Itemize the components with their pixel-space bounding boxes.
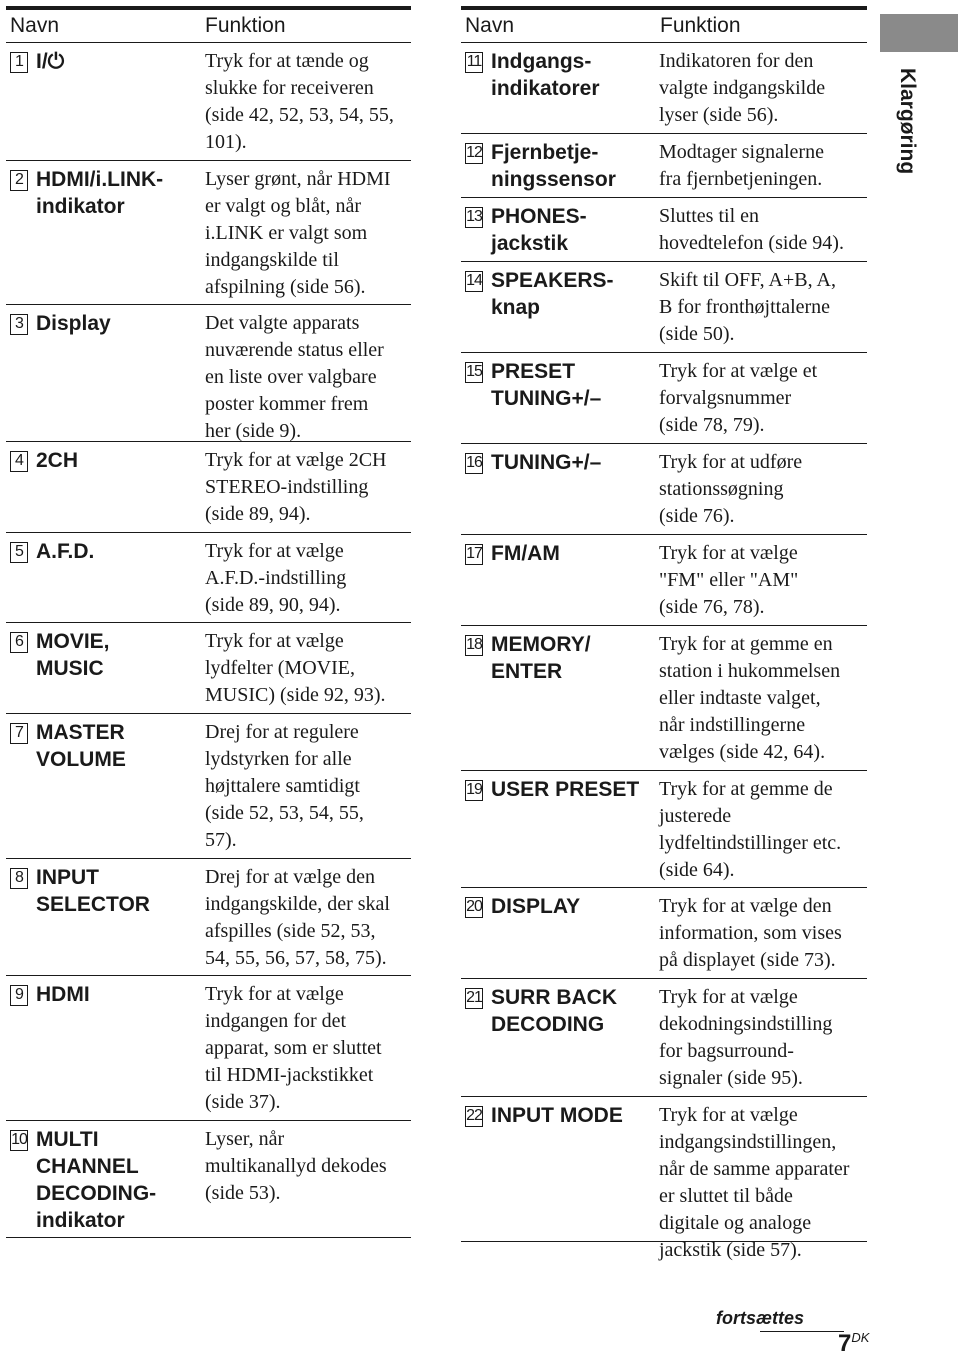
function-description: Tryk for at vælge A.F.D.-indstilling (side 89, 90, 94). — [205, 540, 347, 616]
control-name-text: TUNING+/– — [491, 451, 602, 474]
table-row — [461, 353, 867, 444]
table-row — [461, 979, 867, 1097]
function-description: Tryk for at tænde og slukke for receiveren (side 42, 52, 53, 54, 55, 101). — [205, 50, 394, 153]
control-name — [461, 449, 659, 528]
function-description: Tryk for at vælge indgangen for det apparat, som er sluttet til HDMI-jackstikket (side 37). — [205, 983, 382, 1113]
function-description: Det valgte apparats nuværende status eller en liste over valgbare poster kommer frem her (side 9). — [205, 312, 384, 442]
control-name — [461, 48, 659, 127]
table-row — [461, 535, 867, 626]
function-description: Tryk for at gemme en station i hukommelsen eller indtaste valget, når indstillingerne vælges (side 42, 64). — [659, 633, 841, 763]
control-name-text: DISPLAY — [491, 895, 581, 918]
item-number-badge: 3 — [10, 314, 28, 335]
item-number-badge: 8 — [10, 868, 28, 889]
left-table-body — [6, 43, 411, 1238]
item-number-badge: 21 — [465, 988, 483, 1009]
table-row — [461, 771, 867, 888]
table-row — [6, 714, 411, 859]
table-row — [461, 134, 867, 198]
control-name — [6, 447, 205, 526]
function-description: Tryk for at vælge den information, som vises på displayet (side 73). — [659, 895, 842, 971]
control-name-text: FM/AM — [491, 542, 560, 565]
control-name-text: PHONES- jackstik — [491, 205, 587, 255]
control-name — [461, 984, 659, 1090]
continues-label: fortsættes — [716, 1308, 805, 1328]
table-row — [6, 976, 411, 1121]
table-row — [461, 444, 867, 535]
control-name — [6, 981, 205, 1114]
control-name — [461, 267, 659, 346]
function-description: Lyser grønt, når HDMI er valgt og blåt, når i.LINK er valgt som indgangskilde til afspilning (side 56). — [205, 168, 391, 298]
function-description: Tryk for at vælge lydfelter (MOVIE, MUSIC) (side 92, 93). — [205, 630, 386, 706]
right-table — [461, 6, 867, 1261]
control-name-text: SURR BACK DECODING — [491, 986, 617, 1036]
control-name — [461, 893, 659, 972]
table-row — [461, 626, 867, 771]
control-name-text: Indgangs- indikatorer — [491, 50, 600, 100]
page-number-value: 7 — [838, 1330, 852, 1357]
table-row — [461, 888, 867, 979]
function-description: Tryk for at vælge 2CH STEREO-indstilling (side 89, 94). — [205, 449, 387, 525]
function-description: Tryk for at udføre stationssøgning (side 76). — [659, 451, 803, 527]
function-description: Tryk for at vælge indgangsindstillingen, når de samme apparater er sluttet til både digitale og analoge jackstik (side 57). — [659, 1104, 850, 1261]
function-description: Tryk for at vælge "FM" eller "AM" (side 76, 78). — [659, 542, 799, 618]
table-row — [6, 623, 411, 714]
control-name — [6, 538, 205, 616]
item-number-badge: 22 — [465, 1106, 483, 1127]
table-row — [461, 43, 867, 134]
page-number — [838, 1330, 869, 1358]
control-name-text: PRESET TUNING+/– — [491, 360, 602, 410]
section-tab — [880, 14, 958, 198]
function-description: Tryk for at vælge et forvalgsnummer (side 78, 79). — [659, 360, 818, 436]
table-row — [6, 305, 411, 442]
control-name — [6, 48, 205, 154]
control-name-text: Fjernbetje- ningssensor — [491, 141, 616, 191]
control-name-text: INPUT MODE — [491, 1104, 623, 1127]
control-name — [6, 1126, 205, 1231]
control-name-text: I/⏻ — [36, 50, 65, 73]
control-name — [461, 358, 659, 437]
header-name: Navn — [465, 14, 515, 37]
item-number-badge: 15 — [465, 362, 483, 383]
item-number-badge: 10 — [10, 1130, 28, 1151]
control-name — [461, 776, 659, 881]
item-number-badge: 13 — [465, 207, 483, 228]
table-row — [6, 442, 411, 533]
control-name — [6, 719, 205, 852]
control-name-text: Display — [36, 312, 111, 335]
item-number-badge: 11 — [465, 52, 483, 73]
table-row — [461, 198, 867, 262]
item-number-badge: 5 — [10, 542, 28, 563]
table-row — [6, 859, 411, 976]
function-description: Indikatoren for den valgte indgangskilde lyser (side 56). — [659, 50, 826, 126]
item-number-badge: 12 — [465, 143, 483, 164]
control-name — [6, 166, 205, 298]
function-description: Skift til OFF, A+B, A, B for fronthøjttalerne (side 50). — [659, 269, 836, 345]
table-row — [6, 161, 411, 305]
control-name-text: MEMORY/ ENTER — [491, 633, 591, 683]
control-name-text: MASTER VOLUME — [36, 721, 126, 771]
control-name — [461, 540, 659, 619]
page-number-suffix: DK — [851, 1330, 870, 1345]
item-number-badge: 17 — [465, 544, 483, 565]
section-tab-marker — [880, 14, 958, 52]
table-header — [461, 6, 867, 43]
header-function: Funktion — [660, 14, 741, 37]
control-name-text: USER PRESET — [491, 778, 640, 801]
table-row — [6, 43, 411, 161]
item-number-badge: 6 — [10, 632, 28, 653]
item-number-badge: 2 — [10, 170, 28, 191]
control-name-text: HDMI — [36, 983, 90, 1006]
table-row — [461, 262, 867, 353]
item-number-badge: 18 — [465, 635, 483, 656]
table-row — [461, 1097, 867, 1261]
section-tab-label: Klargøring — [896, 68, 919, 175]
control-name-text: MULTI CHANNEL DECODING- indikator — [36, 1128, 157, 1232]
control-name — [461, 203, 659, 255]
function-description: Drej for at vælge den indgangskilde, der skal afspilles (side 52, 53, 54, 55, 56, 57, 58, 75). — [205, 866, 390, 969]
item-number-badge: 14 — [465, 271, 483, 292]
control-name — [6, 628, 205, 707]
function-description: Drej for at regulere lydstyrken for alle højttalere samtidigt (side 52, 53, 54, 55, 57). — [205, 721, 364, 851]
function-description: Tryk for at gemme de justerede lydfeltindstillinger etc. (side 64). — [659, 778, 842, 881]
control-name-text: SPEAKERS- knap — [491, 269, 614, 319]
item-number-badge: 16 — [465, 453, 483, 474]
header-name: Navn — [10, 14, 60, 37]
item-number-badge: 4 — [10, 451, 28, 472]
control-name — [6, 310, 205, 435]
control-name — [461, 631, 659, 764]
item-number-badge: 7 — [10, 723, 28, 744]
control-name — [461, 1102, 659, 1235]
control-name — [461, 139, 659, 191]
control-name — [6, 864, 205, 969]
right-table-body — [461, 43, 867, 1261]
function-description: Tryk for at vælge dekodningsindstilling for bagsurround- signaler (side 95). — [659, 986, 833, 1089]
item-number-badge: 9 — [10, 985, 28, 1006]
control-name-text: INPUT SELECTOR — [36, 866, 150, 916]
table-row — [6, 1121, 411, 1238]
control-name-text: HDMI/i.LINK- indikator — [36, 168, 164, 218]
header-function: Funktion — [205, 14, 286, 37]
continues-arrow-line — [760, 1331, 844, 1332]
table-header — [6, 6, 411, 43]
table-row — [6, 533, 411, 623]
item-number-badge: 1 — [10, 52, 28, 73]
item-number-badge: 19 — [465, 780, 483, 801]
control-name-text: MOVIE, MUSIC — [36, 630, 110, 680]
function-description: Sluttes til en hovedtelefon (side 94). — [659, 205, 844, 254]
function-description: Lyser, når multikanallyd dekodes (side 53). — [205, 1128, 387, 1204]
control-name-text: 2CH — [36, 449, 79, 472]
control-name-text: A.F.D. — [36, 540, 95, 563]
item-number-badge: 20 — [465, 897, 483, 918]
function-description: Modtager signalerne fra fjernbetjeningen. — [659, 141, 824, 190]
left-table — [6, 6, 411, 1238]
